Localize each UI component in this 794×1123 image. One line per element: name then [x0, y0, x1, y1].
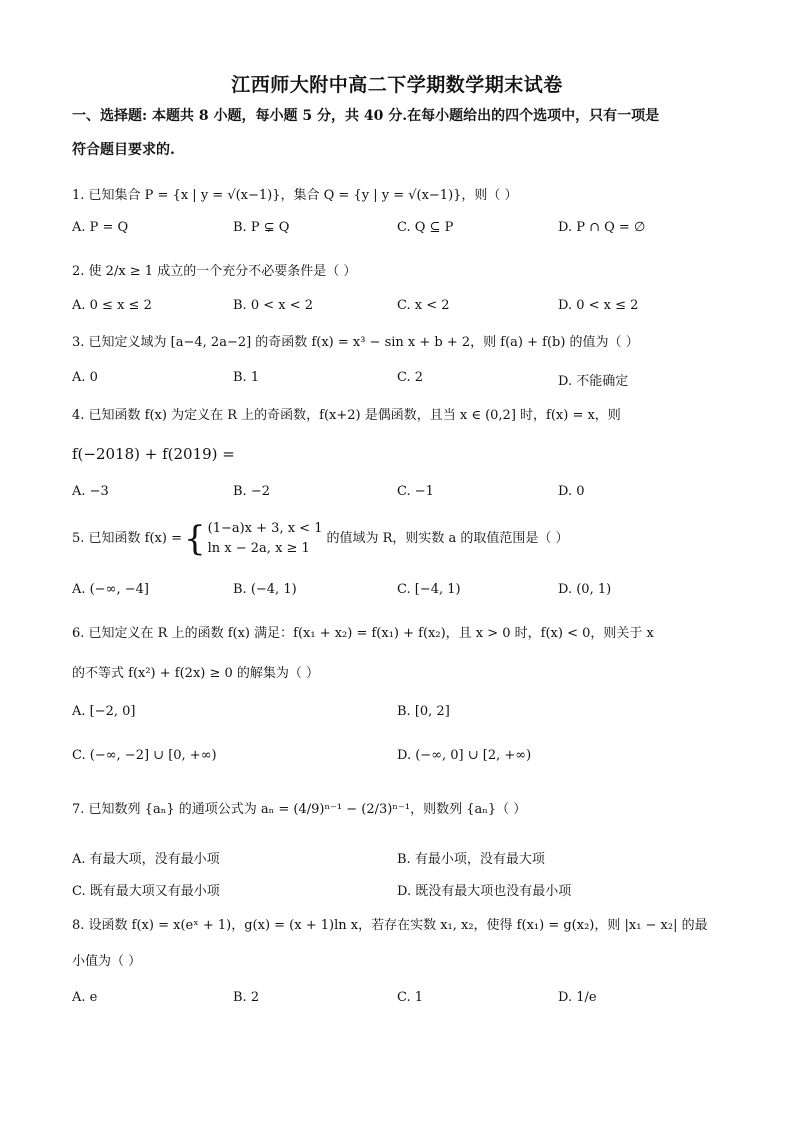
brace-symbol: { — [183, 519, 206, 559]
q3-option-c: C. 2 — [397, 370, 424, 385]
q8-option-a: A. e — [72, 990, 98, 1005]
q5-stem-pre: 5. 已知函数 f(x) = — [72, 531, 182, 546]
q5-case-1: (1−a)x + 3, x < 1 — [207, 521, 323, 536]
q7-option-b: B. 有最小项，没有最大项 — [397, 852, 545, 867]
q3-option-b: B. 1 — [233, 370, 260, 385]
q6-option-d: D. (−∞, 0] ∪ [2, +∞) — [397, 748, 532, 763]
q5-option-b: B. (−4, 1) — [233, 582, 297, 597]
q8-option-d: D. 1/e — [558, 990, 597, 1005]
q3-option-a: A. 0 — [72, 370, 98, 385]
question-7-stem: 7. 已知数列 {aₙ} 的通项公式为 aₙ = (4/9)ⁿ⁻¹ − (2/3)ⁿ⁻¹，则数列 {aₙ}（ ） — [72, 802, 527, 817]
q4-option-a: A. −3 — [72, 484, 109, 499]
section-heading-line1: 一、选择题: 本题共 8 小题，每小题 5 分，共 40 分.在每小题给出的四个选项中，只有一项是 — [72, 108, 660, 124]
question-1-stem: 1. 已知集合 P = {x | y = √(x−1)}，集合 Q = {y | y = √(x−1)}，则（ ） — [72, 188, 518, 203]
q8-option-c: C. 1 — [397, 990, 424, 1005]
q5-case-2: ln x − 2a, x ≥ 1 — [207, 541, 310, 556]
question-8-stem-line2: 小值为（ ） — [72, 954, 142, 969]
q5-option-a: A. (−∞, −4] — [72, 582, 149, 597]
question-6-stem-line2: 的不等式 f(x²) + f(2x) ≥ 0 的解集为（ ） — [72, 666, 320, 681]
page-title: 江西师大附中高二下学期数学期末试卷 — [231, 74, 563, 96]
question-5-stem — [72, 518, 732, 560]
q7-option-c: C. 既有最大项又有最小项 — [72, 884, 220, 899]
question-4-stem-line2: f(−2018) + f(2019) = — [72, 445, 235, 463]
question-3-stem: 3. 已知定义域为 [a−4, 2a−2] 的奇函数 f(x) = x³ − sin x + b + 2，则 f(a) + f(b) 的值为（ ） — [72, 335, 639, 350]
q5-option-d: D. (0, 1) — [558, 582, 612, 597]
q2-option-d: D. 0 < x ≤ 2 — [558, 298, 639, 313]
q4-option-b: B. −2 — [233, 484, 270, 499]
q5-stem-post: 的值域为 R，则实数 a 的取值范围是（ ） — [326, 531, 569, 546]
q2-option-b: B. 0 < x < 2 — [233, 298, 314, 313]
question-8-stem: 8. 设函数 f(x) = x(eˣ + 1)，g(x) = (x + 1)ln x，若存在实数 x₁, x₂，使得 f(x₁) = g(x₂)，则 |x₁ − x₂| 的最 — [72, 918, 708, 933]
q1-option-a: A. P = Q — [72, 220, 129, 235]
q6-option-a: A. [−2, 0] — [72, 704, 136, 719]
q5-piecewise — [208, 519, 323, 559]
q1-option-c: C. Q ⊆ P — [397, 220, 454, 235]
q5-option-c: C. [−4, 1) — [397, 582, 461, 597]
q8-option-b: B. 2 — [233, 990, 260, 1005]
q6-option-b: B. [0, 2] — [397, 704, 450, 719]
question-4-stem: 4. 已知函数 f(x) 为定义在 R 上的奇函数，f(x+2) 是偶函数，且当 x ∈ (0,2] 时，f(x) = x，则 — [72, 408, 621, 423]
section-heading-line2: 符合题目要求的. — [72, 142, 175, 158]
q4-option-c: C. −1 — [397, 484, 434, 499]
q4-option-d: D. 0 — [558, 484, 585, 499]
q7-option-d: D. 既没有最大项也没有最小项 — [397, 884, 572, 899]
q2-option-a: A. 0 ≤ x ≤ 2 — [72, 298, 152, 313]
q2-option-c: C. x < 2 — [397, 298, 450, 313]
question-2-stem: 2. 使 2/x ≥ 1 成立的一个充分不必要条件是（ ） — [72, 264, 357, 279]
q3-option-d: D. 不能确定 — [558, 374, 629, 389]
q1-option-b: B. P ⊊ Q — [233, 220, 290, 235]
question-6-stem: 6. 已知定义在 R 上的函数 f(x) 满足：f(x₁ + x₂) = f(x₁) + f(x₂)，且 x > 0 时，f(x) < 0，则关于 x — [72, 626, 654, 641]
q6-option-c: C. (−∞, −2] ∪ [0, +∞) — [72, 748, 217, 763]
q7-option-a: A. 有最大项，没有最小项 — [72, 852, 220, 867]
q1-option-d: D. P ∩ Q = ∅ — [558, 220, 646, 235]
